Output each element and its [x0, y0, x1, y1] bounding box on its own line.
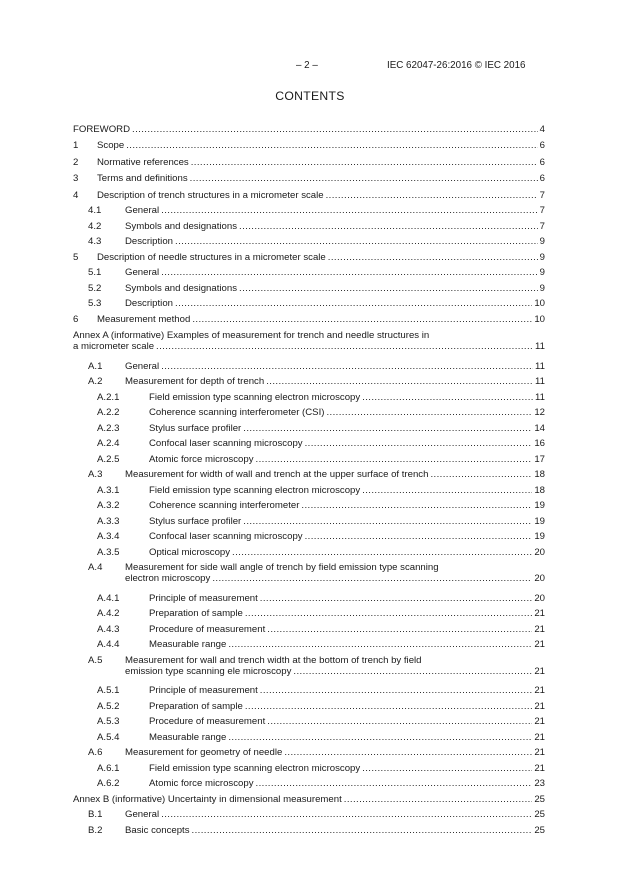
toc-entry-title-continued: electron microscopy [125, 573, 211, 585]
toc-entry-number: A.6 [88, 747, 103, 759]
toc-entry-number: A.5.3 [97, 716, 120, 728]
toc-entry[interactable] [73, 173, 545, 189]
toc-entry-number: 1 [73, 140, 79, 152]
toc-entry-page: 10 [534, 313, 545, 325]
toc-entry[interactable] [73, 190, 545, 206]
toc-entry-number: A.2 [88, 376, 103, 388]
toc-entry-title: General [125, 360, 160, 372]
dot-leader [192, 314, 532, 325]
toc-entry-page: 12 [534, 407, 545, 419]
dot-leader [156, 341, 533, 352]
toc-entry-title: Principle of measurement [149, 685, 258, 697]
dot-leader [266, 376, 533, 387]
toc-entry-title: Coherence scanning interferometer [149, 500, 300, 512]
toc-entry[interactable] [73, 330, 545, 361]
toc-entry[interactable] [73, 438, 545, 454]
page-number: – 2 – [296, 60, 318, 71]
dot-leader [260, 685, 533, 696]
toc-entry-number: A.2.2 [97, 407, 120, 419]
toc-entry-title: Confocal laser scanning microscopy [149, 531, 303, 543]
toc-entry[interactable] [73, 701, 545, 717]
toc-entry-page: 21 [534, 623, 545, 635]
toc-entry[interactable] [73, 516, 545, 532]
dot-leader [256, 454, 533, 465]
toc-entry-page: 14 [534, 422, 545, 434]
toc-entry-page: 7 [539, 220, 545, 232]
dot-leader [344, 794, 533, 805]
toc-entry[interactable] [73, 221, 545, 237]
toc-entry-number: A.2.1 [97, 391, 120, 403]
toc-entry-number: A.3.1 [97, 484, 120, 496]
toc-entry-page: 18 [534, 484, 545, 496]
toc-entry-page: 21 [534, 639, 545, 651]
toc-entry[interactable] [73, 639, 545, 655]
toc-entry-page: 9 [539, 251, 545, 263]
toc-entry[interactable] [73, 392, 545, 408]
dot-leader [293, 666, 532, 677]
toc-entry-title: Annex A (informative) Examples of measurement for trench and needle structures in [73, 329, 430, 341]
dot-leader [161, 809, 532, 820]
toc-entry-number: B.1 [88, 809, 103, 821]
toc-entry[interactable] [73, 531, 545, 547]
toc-entry-page: 16 [534, 438, 545, 450]
toc-entry-page: 7 [539, 189, 545, 201]
toc-entry-number: 3 [73, 173, 79, 185]
toc-entry-page: 20 [534, 546, 545, 558]
toc-entry-page: 25 [534, 809, 545, 821]
toc-entry-title: Atomic force microscopy [149, 778, 254, 790]
toc-entry[interactable] [73, 716, 545, 732]
toc-entry[interactable] [73, 608, 545, 624]
toc-entry-page: 4 [539, 124, 545, 135]
toc-entry-title: Coherence scanning interferometer (CSI) [149, 407, 325, 419]
toc-entry-title: Description of needle structures in a micrometer scale [97, 251, 326, 263]
dot-leader [326, 407, 532, 418]
toc-entry-title: Confocal laser scanning microscopy [149, 438, 303, 450]
standard-reference: IEC 62047-26:2016 © IEC 2016 [387, 60, 526, 71]
toc-entry-title: Symbols and designations [125, 282, 237, 294]
toc-entry[interactable] [73, 825, 545, 841]
dot-leader [267, 624, 532, 635]
toc-entry-title: Atomic force microscopy [149, 453, 254, 465]
toc-entry-title: Measurement for width of wall and trench at the upper surface of trench [125, 469, 429, 481]
toc-entry[interactable] [73, 140, 545, 156]
toc-entry-page: 19 [534, 531, 545, 543]
toc-entry[interactable] [73, 361, 545, 377]
toc-entry-number: A.3.5 [97, 546, 120, 558]
toc-entry[interactable] [73, 655, 545, 686]
dot-leader [326, 190, 538, 201]
dot-leader [212, 573, 532, 584]
toc-entry-number: A.5.1 [97, 685, 120, 697]
toc-entry-page: 18 [534, 469, 545, 481]
dot-leader [239, 283, 538, 294]
toc-entry-page: 20 [534, 573, 545, 585]
toc-entry-page: 21 [534, 685, 545, 697]
dot-leader [362, 763, 532, 774]
toc-entry-number: A.6.2 [97, 778, 120, 790]
toc-entry-number: A.6.1 [97, 762, 120, 774]
toc-entry-page: 21 [534, 731, 545, 743]
dot-leader [267, 716, 532, 727]
dot-leader [191, 157, 538, 168]
toc-entry-title: Preparation of sample [149, 608, 243, 620]
toc-entry-title-continued: emission type scanning ele microscopy [125, 665, 292, 677]
toc-entry-title: Description [125, 236, 173, 248]
dot-leader [175, 298, 532, 309]
toc-entry-page: 7 [539, 205, 545, 217]
toc-entry[interactable] [73, 547, 545, 563]
toc-entry-title: Description of trench structures in a micrometer scale [97, 189, 324, 201]
toc-entry[interactable] [73, 763, 545, 779]
dot-leader [243, 516, 532, 527]
toc-entry-page: 6 [539, 140, 545, 152]
dot-leader [260, 593, 533, 604]
dot-leader [245, 701, 532, 712]
dot-leader [301, 500, 532, 511]
toc-entry-title: Stylus surface profiler [149, 515, 242, 527]
dot-leader [232, 547, 532, 558]
dot-leader [362, 485, 532, 496]
toc-entry-title: General [125, 267, 160, 279]
toc-entry-number: 4.3 [88, 236, 102, 248]
toc-entry-page: 11 [535, 360, 545, 372]
toc-entry-number: B.2 [88, 824, 103, 836]
dot-leader [126, 140, 537, 151]
toc-entry-number: A.3.4 [97, 531, 120, 543]
toc-entry-number: A.4.2 [97, 608, 120, 620]
toc-entry[interactable] [73, 124, 545, 140]
dot-leader [305, 531, 533, 542]
toc-entry-number: A.4.4 [97, 639, 120, 651]
toc-entry[interactable] [73, 423, 545, 439]
toc-entry[interactable] [73, 794, 545, 810]
dot-leader [284, 747, 532, 758]
toc-entry-title: FOREWORD [73, 124, 131, 135]
toc-entry[interactable] [73, 624, 545, 640]
dot-leader [132, 124, 538, 135]
toc-entry[interactable] [73, 732, 545, 748]
dot-leader [192, 825, 533, 836]
toc-entry-page: 17 [534, 453, 545, 465]
toc-entry-title: Symbols and designations [125, 220, 237, 232]
toc-entry-title: General [125, 205, 160, 217]
toc-entry-number: A.3.2 [97, 500, 120, 512]
toc-entry-number: A.2.3 [97, 422, 120, 434]
page-title: CONTENTS [275, 89, 345, 103]
toc-entry-number: A.3 [88, 469, 103, 481]
toc-entry[interactable] [73, 157, 545, 173]
dot-leader [190, 173, 538, 184]
toc-entry-title: Measurement for side wall angle of trench by field emission type scanning [125, 562, 439, 574]
toc-entry-number: 5.2 [88, 282, 102, 294]
toc-entry[interactable] [73, 562, 545, 593]
toc-entry-number: A.5.4 [97, 731, 120, 743]
toc-entry-number: A.4.1 [97, 592, 120, 604]
toc-entry[interactable] [73, 267, 545, 283]
toc-entry[interactable] [73, 778, 545, 794]
toc-entry-page: 9 [539, 236, 545, 248]
toc-entry-number: 4.1 [88, 205, 102, 217]
toc-entry-number: A.5 [88, 654, 103, 666]
dot-leader [239, 221, 538, 232]
toc-entry-title: Preparation of sample [149, 700, 243, 712]
toc-entry-title: Field emission type scanning electron microscopy [149, 391, 361, 403]
toc-entry-page: 9 [539, 282, 545, 294]
toc-entry-title: Field emission type scanning electron microscopy [149, 484, 361, 496]
toc-entry-page: 11 [535, 376, 545, 388]
toc-entry-page: 21 [534, 665, 545, 677]
toc-entry[interactable] [73, 205, 545, 221]
toc-entry-page: 21 [534, 608, 545, 620]
toc-entry-title: Procedure of measurement [149, 623, 266, 635]
toc-entry-page: 9 [539, 267, 545, 279]
toc-entry[interactable] [73, 376, 545, 392]
toc-entry[interactable] [73, 252, 545, 268]
toc-entry-number: A.2.4 [97, 438, 120, 450]
toc-entry[interactable] [73, 485, 545, 501]
toc-entry-title: Field emission type scanning electron microscopy [149, 762, 361, 774]
toc-entry-number: 2 [73, 156, 79, 168]
dot-leader [328, 252, 538, 263]
dot-leader [430, 469, 532, 480]
toc-entry-page: 21 [534, 747, 545, 759]
toc-entry-page: 25 [534, 824, 545, 836]
toc-entry-number: A.2.5 [97, 453, 120, 465]
toc-entry-page: 6 [539, 156, 545, 168]
toc-entry-number: 4 [73, 189, 79, 201]
toc-entry-number: 5.3 [88, 298, 102, 310]
toc-entry-page: 11 [535, 391, 545, 403]
toc-entry-title-continued: a micrometer scale [73, 340, 155, 352]
toc-entry-title: Optical microscopy [149, 546, 231, 558]
toc-entry-number: 4.2 [88, 220, 102, 232]
toc-entry-title: Measurement method [97, 313, 191, 325]
dot-leader [175, 236, 538, 247]
toc-entry[interactable] [73, 298, 545, 314]
toc-entry[interactable] [73, 236, 545, 252]
dot-leader [161, 205, 538, 216]
toc-entry-title: Measurement for wall and trench width at the bottom of trench by field [125, 654, 422, 666]
dot-leader [245, 608, 532, 619]
toc-entry[interactable] [73, 469, 545, 485]
toc-entry-number: 6 [73, 313, 79, 325]
toc-entry-page: 25 [534, 793, 545, 805]
toc-entry-title: Basic concepts [125, 824, 190, 836]
toc-entry[interactable] [73, 314, 545, 330]
toc-entry-title: Principle of measurement [149, 592, 258, 604]
toc-entry-page: 20 [534, 592, 545, 604]
toc-entry[interactable] [73, 809, 545, 825]
toc-entry-page: 19 [534, 500, 545, 512]
toc-entry-title: Measurable range [149, 731, 227, 743]
dot-leader [228, 639, 532, 650]
toc-entry-number: 5 [73, 251, 79, 263]
toc-entry-title: Stylus surface profiler [149, 422, 242, 434]
toc-entry-number: A.5.2 [97, 700, 120, 712]
toc-entry-page: 21 [534, 716, 545, 728]
dot-leader [256, 778, 533, 789]
toc-entry-number: A.1 [88, 360, 103, 372]
toc-entry-number: A.4.3 [97, 623, 120, 635]
dot-leader [228, 732, 532, 743]
toc-entry-title: Measurement for geometry of needle [125, 747, 283, 759]
toc-entry-number: A.3.3 [97, 515, 120, 527]
toc-entry-page: 23 [534, 778, 545, 790]
toc-entry-title: Scope [97, 140, 125, 152]
toc-entry[interactable] [73, 454, 545, 470]
table-of-contents [73, 124, 545, 840]
toc-entry-page: 21 [534, 700, 545, 712]
dot-leader [243, 423, 532, 434]
dot-leader [305, 438, 533, 449]
toc-entry[interactable] [73, 685, 545, 701]
toc-entry-title: Measurable range [149, 639, 227, 651]
dot-leader [161, 267, 538, 278]
toc-entry[interactable] [73, 747, 545, 763]
toc-entry-title: Normative references [97, 156, 189, 168]
toc-entry-number: 5.1 [88, 267, 102, 279]
toc-entry-page: 21 [534, 762, 545, 774]
toc-entry-title: Terms and definitions [97, 173, 188, 185]
dot-leader [362, 392, 533, 403]
toc-entry-title: Measurement for depth of trench [125, 376, 265, 388]
toc-entry[interactable] [73, 407, 545, 423]
toc-entry-page: 19 [534, 515, 545, 527]
dot-leader [161, 361, 533, 372]
toc-entry[interactable] [73, 283, 545, 299]
toc-entry-title: General [125, 809, 160, 821]
toc-entry-page: 6 [539, 173, 545, 185]
toc-entry[interactable] [73, 593, 545, 609]
toc-entry-title: Procedure of measurement [149, 716, 266, 728]
toc-entry-title: Description [125, 298, 173, 310]
toc-entry-page: 11 [535, 340, 545, 352]
toc-entry-number: A.4 [88, 562, 103, 574]
toc-entry[interactable] [73, 500, 545, 516]
toc-entry-title: Annex B (informative) Uncertainty in dimensional measurement [73, 793, 342, 805]
toc-entry-page: 10 [534, 298, 545, 310]
